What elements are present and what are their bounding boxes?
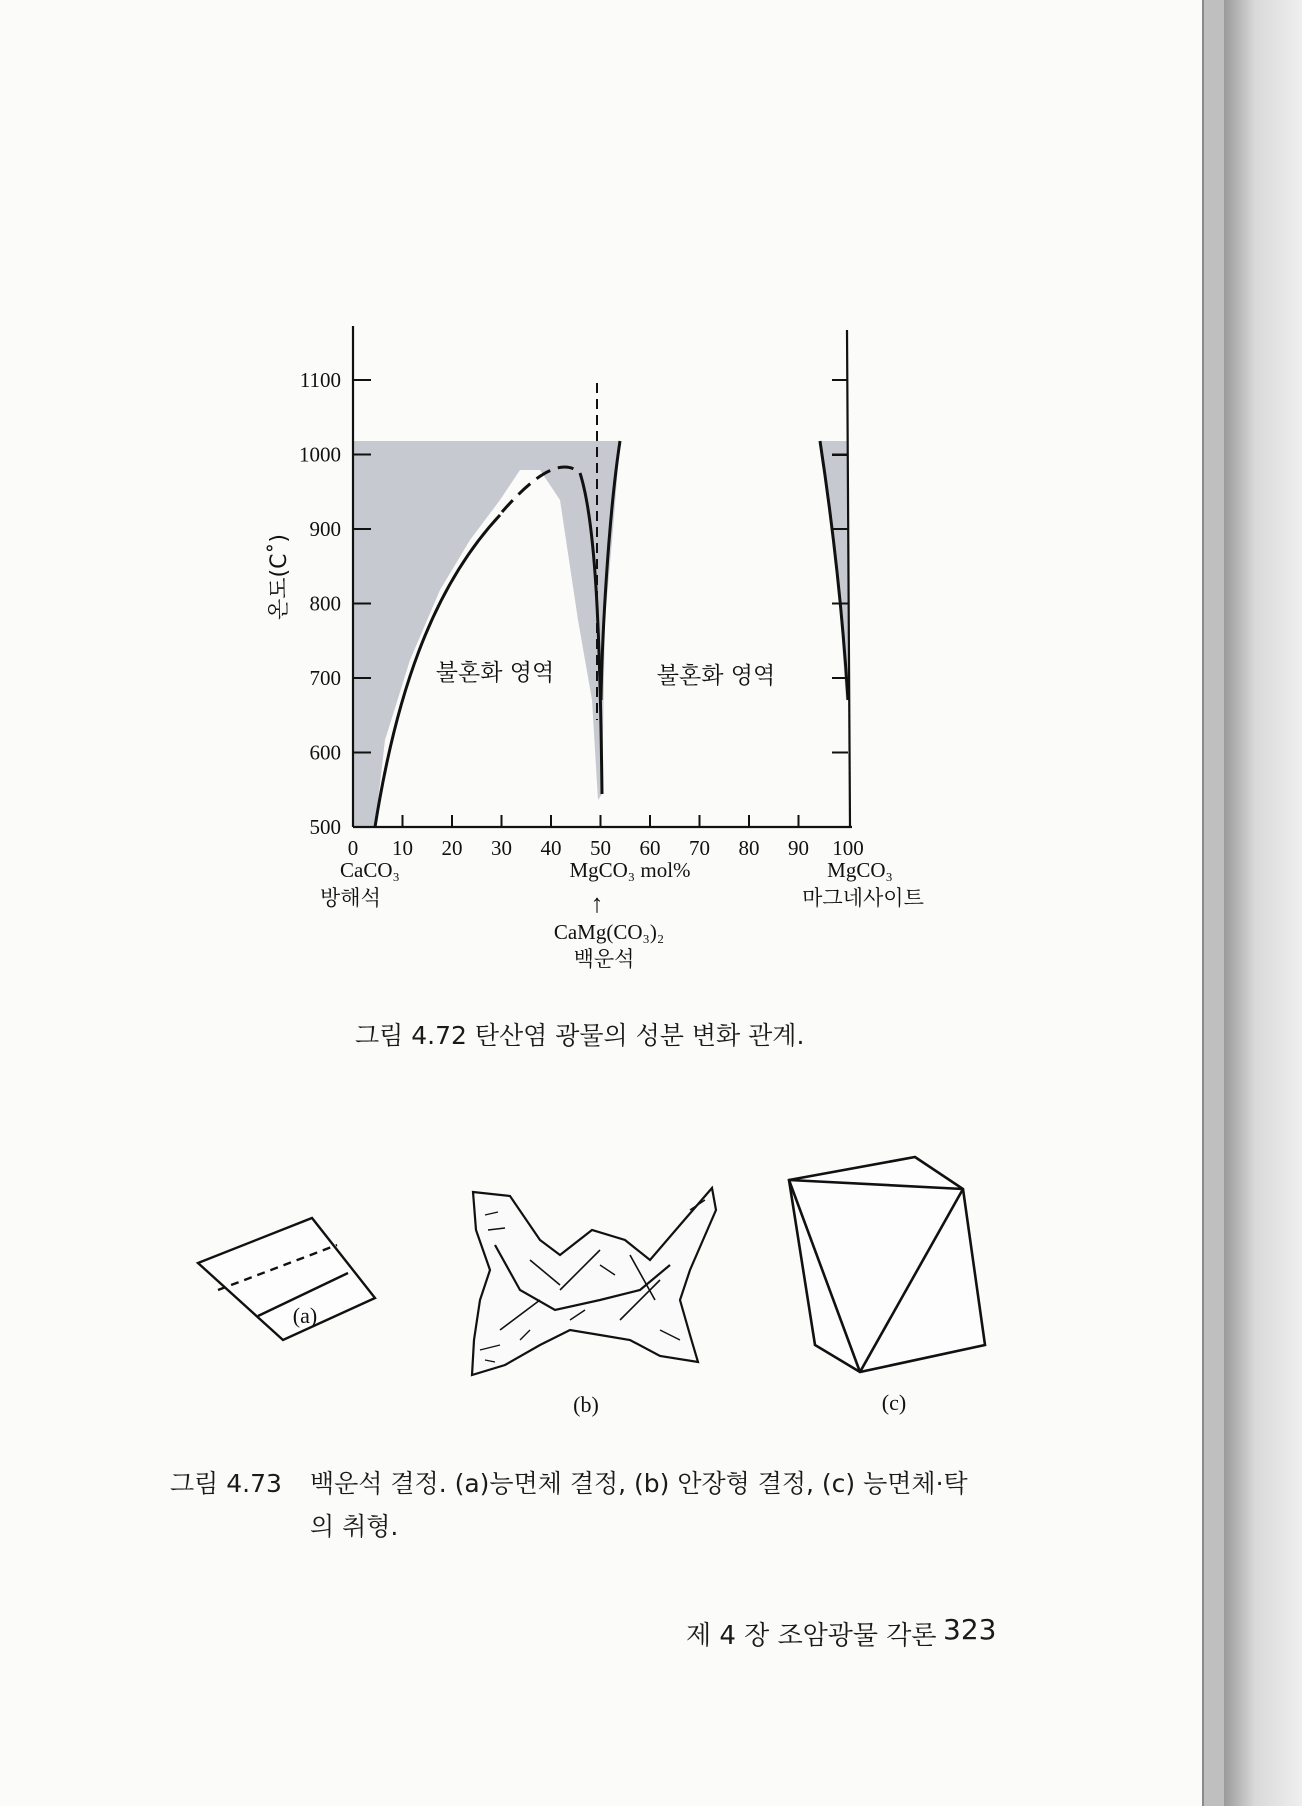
crystal-c-rhombohedron xyxy=(789,1157,985,1372)
y-tick-label-700: 700 xyxy=(309,666,341,690)
x-tick-label-80: 80 xyxy=(738,836,760,860)
crystal-c-label: (c) xyxy=(881,1390,907,1415)
crystal-a-label: (a) xyxy=(292,1303,318,1328)
y-tick-label-900: 900 xyxy=(309,517,341,541)
x-tick-label-50: 50 xyxy=(590,836,611,860)
y-axis-label: 온도(C˚) xyxy=(267,533,292,621)
x-tick-label-30: 30 xyxy=(491,836,512,860)
middle-name: 백운석 xyxy=(573,947,635,971)
right-formula: MgCO₃ xyxy=(827,858,893,882)
y-tick-label-1100: 1100 xyxy=(299,368,341,392)
region-label-left: 불혼화 영역 xyxy=(435,660,555,686)
y-tick-label-1000: 1000 xyxy=(299,442,341,467)
shaded-region-calcite xyxy=(353,441,602,827)
left-name: 방해석 xyxy=(320,886,381,910)
middle-formula: CaMg(CO₃)₂ xyxy=(553,920,665,944)
crystal-b-saddle xyxy=(472,1188,716,1375)
figure-4-73-caption-line1: 백운석 결정. (a)능면체 결정, (b) 안장형 결정, (c) 능면체·탁 xyxy=(310,1469,968,1498)
y-tick-label-600: 600 xyxy=(309,740,341,765)
x-tick-label-10: 10 xyxy=(392,836,413,860)
page-number: 323 xyxy=(943,1613,997,1646)
figure-4-72-caption: 그림 4.72 탄산염 광물의 성분 변화 관계. xyxy=(355,1021,805,1050)
page-spine xyxy=(1202,0,1226,1806)
x-tick-label-0: 0 xyxy=(347,836,359,860)
crystal-b-label: (b) xyxy=(573,1392,599,1417)
region-label-right: 불혼화 영역 xyxy=(656,663,776,689)
figure-4-73-number: 그림 4.73 xyxy=(170,1469,282,1498)
left-formula: CaCO₃ xyxy=(340,858,400,882)
crystal-a-rhombohedron xyxy=(198,1218,375,1340)
x-tick-label-60: 60 xyxy=(639,836,661,860)
y-tick-label-800: 800 xyxy=(309,591,341,616)
x-tick-label-70: 70 xyxy=(689,836,710,860)
x-tick-label-20: 20 xyxy=(441,836,463,860)
x-tick-label-100: 100 xyxy=(832,836,864,860)
x-tick-label-90: 90 xyxy=(788,836,809,860)
x-axis-label: MgCO₃ mol% xyxy=(569,858,691,882)
figure-4-73-caption-line2: 의 취형. xyxy=(310,1512,399,1541)
x-tick-label-40: 40 xyxy=(540,836,562,860)
dolomite-arrow: ↑ xyxy=(590,889,604,918)
y-tick-label-500: 500 xyxy=(309,815,341,839)
chapter-footer: 제 4 장 조암광물 각론 xyxy=(686,1621,937,1651)
right-name: 마그네사이트 xyxy=(802,886,924,910)
page-shadow xyxy=(1224,0,1302,1806)
